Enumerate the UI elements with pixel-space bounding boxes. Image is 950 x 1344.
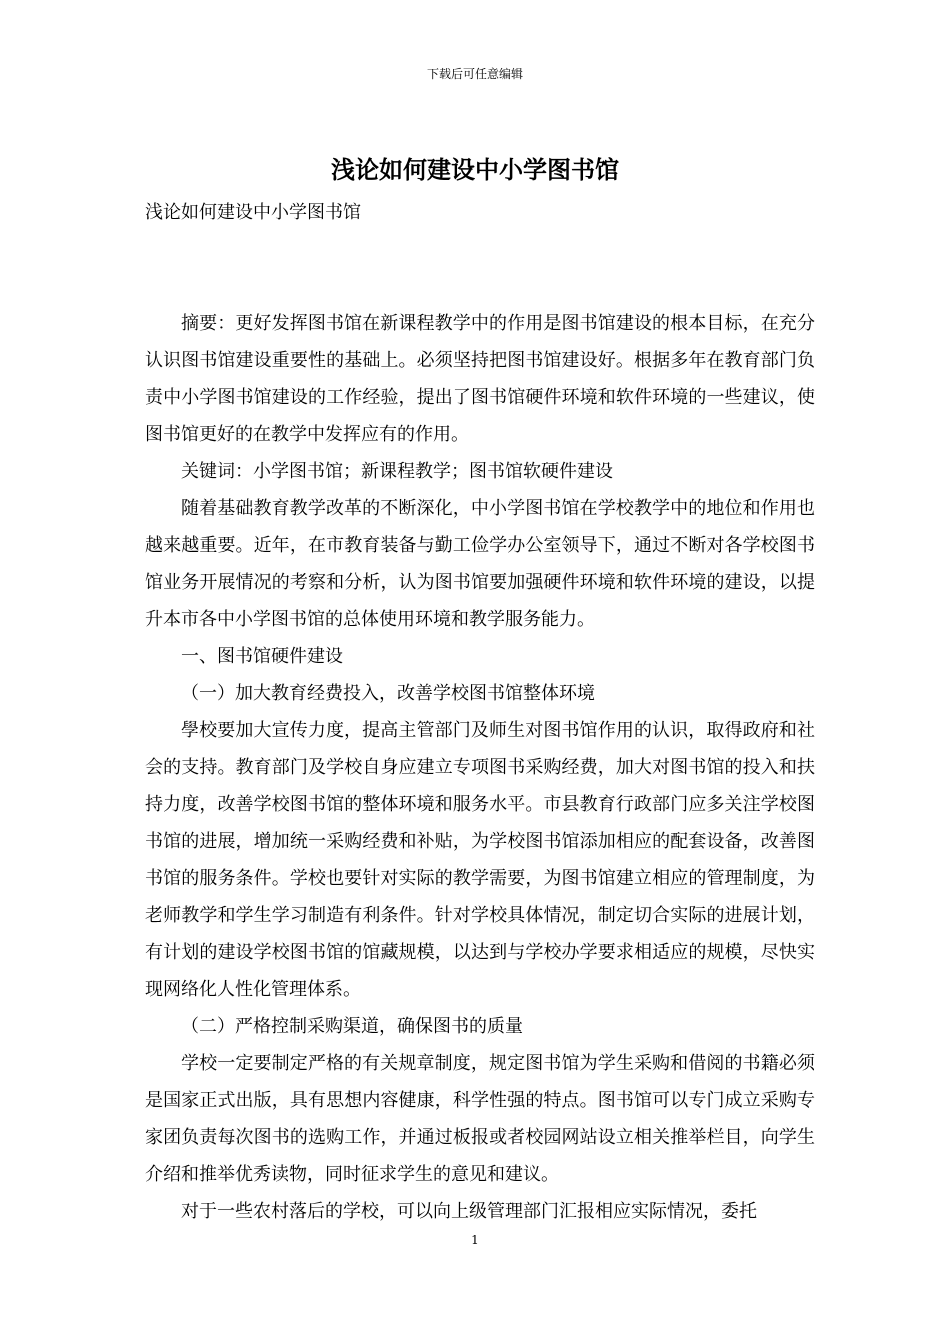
page-header-note: 下载后可任意编辑 bbox=[426, 67, 523, 81]
section-heading-1: 一、图书馆硬件建设 bbox=[181, 646, 343, 667]
blank-gap bbox=[145, 231, 815, 305]
body-paragraph: 对于一些农村落后的学校，可以向上级管理部门汇报相应实际情况，委托 bbox=[181, 1201, 757, 1222]
document-body bbox=[145, 194, 815, 1230]
subsection-heading-1: （一）加大教育经费投入，改善学校图书馆整体环境 bbox=[181, 683, 595, 704]
page-number: 1 bbox=[471, 1233, 479, 1247]
intro-paragraph: 随着基础教育教学改革的不断深化，中小学图书馆在学校教学中的地位和作用也越来越重要。近年，在市教育装备与勤工俭学办公室领导下，通过不断对各学校图书馆业务开展情况的考察和分析，认为图书馆要加强硬件环境和软件环境的建设，以提升本市各中小学图书馆的总体使用环境和教学服务能力。 bbox=[145, 498, 815, 630]
document-subtitle: 浅论如何建设中小学图书馆 bbox=[145, 202, 361, 223]
keywords-paragraph: 关键词：小学图书馆；新课程教学；图书馆软硬件建设 bbox=[181, 461, 613, 482]
body-paragraph: 学校一定要制定严格的有关规章制度，规定图书馆为学生采购和借阅的书籍必须是国家正式出版，具有思想内容健康，科学性强的特点。图书馆可以专门成立采购专家团负责每次图书的选购工作，并通过板报或者校园网站设立相关推举栏目，向学生介绍和推举优秀读物，同时征求学生的意见和建议。 bbox=[145, 1053, 815, 1185]
body-paragraph: 學校要加大宣传力度，提高主管部门及师生对图书馆作用的认识，取得政府和社会的支持。教育部门及学校自身应建立专项图书采购经费，加大对图书馆的投入和扶持力度，改善学校图书馆的整体环境和服务水平。市县教育行政部门应多关注学校图书馆的进展，增加统一采购经费和补贴，为学校图书馆添加相应的配套设备，改善图书馆的服务条件。学校也要针对实际的教学需要，为图书馆建立相应的管理制度，为老师教学和学生学习制造有利条件。针对学校具体情况，制定切合实际的进展计划，有计划的建设学校图书馆的馆藏规模，以达到与学校办学要求相适应的规模，尽快实现网络化人性化管理体系。 bbox=[145, 720, 815, 1000]
subsection-heading-2: （二）严格控制采购渠道，确保图书的质量 bbox=[181, 1016, 523, 1037]
abstract-paragraph: 摘要：更好发挥图书馆在新课程教学中的作用是图书馆建设的根本目标，在充分认识图书馆建设重要性的基础上。必须坚持把图书馆建设好。根据多年在教育部门负责中小学图书馆建设的工作经验，提出了图书馆硬件环境和软件环境的一些建议，使图书馆更好的在教学中发挥应有的作用。 bbox=[145, 313, 815, 445]
document-title: 浅论如何建设中小学图书馆 bbox=[331, 155, 619, 184]
